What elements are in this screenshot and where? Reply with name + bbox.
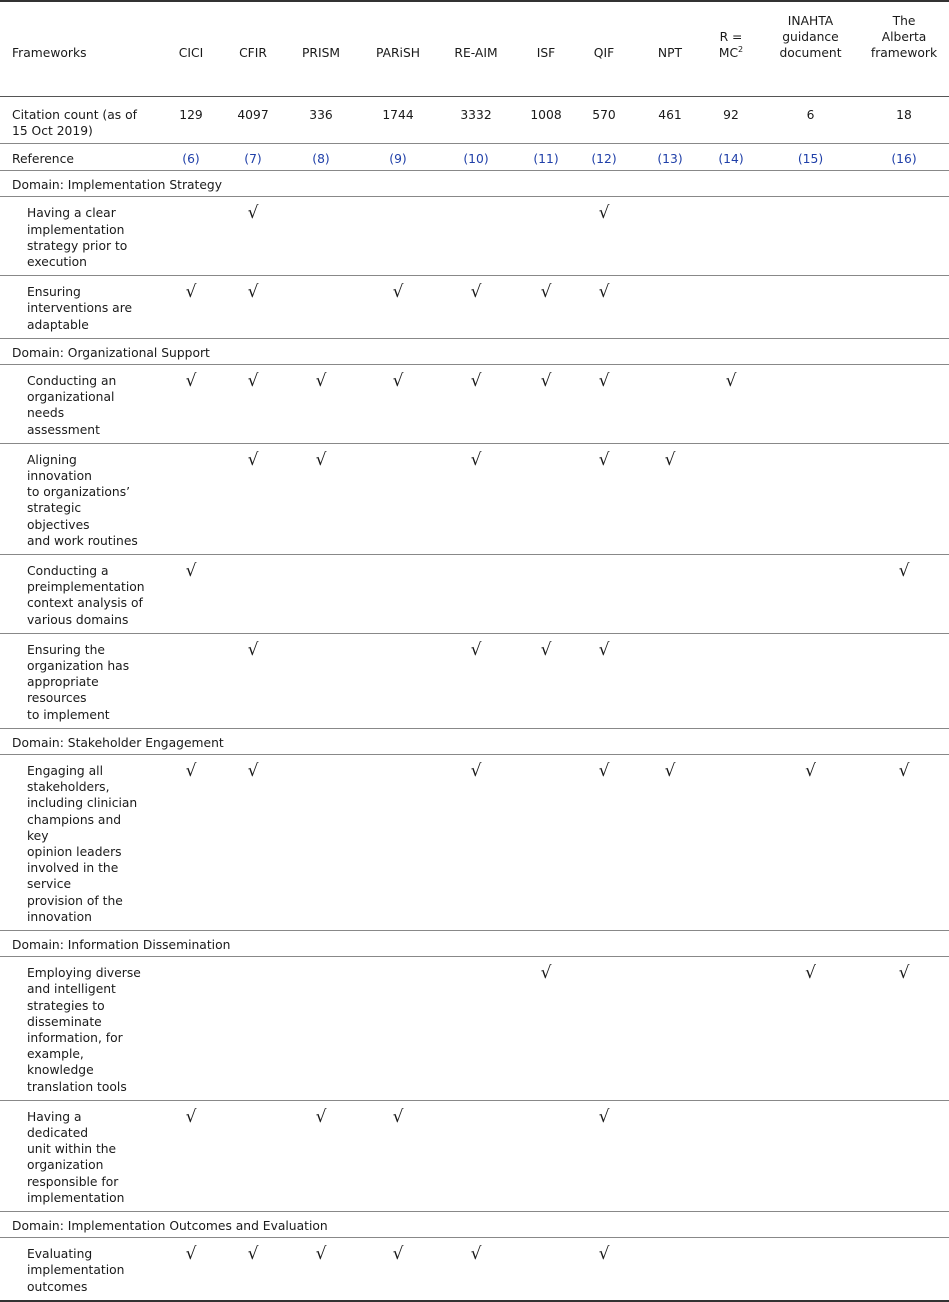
check-mark-icon: √ [247,761,259,781]
check-mark-icon: √ [247,370,259,391]
reference-link[interactable]: (12) [568,143,640,170]
citation-cell: 1008 [524,96,568,143]
check-mark-icon: √ [664,449,676,470]
check-mark-icon: √ [598,282,610,303]
check-mark-icon: √ [247,1244,259,1265]
reference-link[interactable]: (9) [368,143,428,170]
check-cell [274,957,368,1101]
check-cell [700,633,762,728]
check-mark-icon: √ [898,761,910,781]
domain-title: Domain: Organizational Support [0,338,949,364]
check-mark-icon: √ [598,449,610,470]
citation-row [0,96,949,143]
citation-cell: 3332 [428,96,524,143]
check-cell [568,1238,640,1301]
check-mark-icon: √ [540,639,552,660]
reference-link[interactable]: (6) [150,143,232,170]
check-cell [274,755,368,931]
check-cell [859,755,949,931]
check-cell [524,276,568,339]
check-cell [232,276,274,339]
check-mark-icon: √ [470,370,482,391]
check-cell [859,957,949,1101]
check-mark-icon: √ [598,1106,610,1127]
item-label: Ensuring the organization has appropriate resources to implement [0,633,150,728]
item-label: Ensuring interventions are adaptable [0,276,150,339]
check-mark-icon: √ [470,449,482,470]
check-mark-icon: √ [540,963,552,984]
item-row [0,633,949,728]
item-label: Engaging all stakeholders, including clinician champions and key opinion leaders involved in the service provision of the innovation [0,755,150,931]
check-cell [762,443,859,554]
reference-link[interactable]: (13) [640,143,700,170]
domain-title: Domain: Information Dissemination [0,931,949,957]
check-cell [368,1238,428,1301]
item-row [0,276,949,339]
check-cell [232,633,274,728]
check-mark-icon: √ [185,282,197,303]
item-label: Having a dedicated unit within the organization responsible for implementation [0,1100,150,1211]
check-mark-icon: √ [470,761,482,781]
citation-cell: 336 [274,96,368,143]
check-cell [568,554,640,633]
check-cell [150,197,232,276]
header-alberta: The Alberta framework [859,1,949,96]
check-cell [232,1100,274,1211]
check-mark-icon: √ [470,639,482,660]
check-mark-icon: √ [540,282,552,303]
check-cell [859,364,949,443]
check-cell [274,633,368,728]
check-cell [640,1238,700,1301]
check-cell [428,633,524,728]
citation-cell: 461 [640,96,700,143]
check-cell [274,554,368,633]
check-mark-icon: √ [392,370,404,391]
check-cell [368,957,428,1101]
check-cell [640,633,700,728]
item-label: Evaluating implementation outcomes [0,1238,150,1301]
check-mark-icon: √ [470,282,482,303]
item-row [0,554,949,633]
domain-row [0,728,949,754]
check-mark-icon: √ [315,370,327,391]
check-cell [568,633,640,728]
header-npt: NPT [640,1,700,96]
check-cell [524,755,568,931]
check-cell [428,1238,524,1301]
domain-title: Domain: Stakeholder Engagement [0,728,949,754]
check-cell [524,1100,568,1211]
check-cell [524,633,568,728]
check-mark-icon: √ [185,1106,197,1127]
check-cell [568,443,640,554]
check-cell [859,443,949,554]
reference-link[interactable]: (8) [274,143,368,170]
citation-cell: 6 [762,96,859,143]
citation-cell: 92 [700,96,762,143]
item-label: Employing diverse and intelligent strategies to disseminate information, for example, knowledge translation tools [0,957,150,1101]
check-cell [150,1238,232,1301]
reference-link[interactable]: (16) [859,143,949,170]
check-mark-icon: √ [598,639,610,660]
check-cell [640,364,700,443]
check-cell [762,633,859,728]
check-mark-icon: √ [540,370,552,391]
check-mark-icon: √ [247,203,259,224]
reference-link[interactable]: (7) [232,143,274,170]
check-cell [640,443,700,554]
check-mark-icon: √ [247,449,259,470]
reference-link[interactable]: (11) [524,143,568,170]
check-cell [368,554,428,633]
check-cell [368,276,428,339]
domain-row [0,171,949,197]
check-cell [274,1238,368,1301]
header-inahta: INAHTA guidance document [762,1,859,96]
check-mark-icon: √ [185,560,197,581]
header-isf: ISF [524,1,568,96]
check-cell [232,1238,274,1301]
check-mark-icon: √ [664,761,676,781]
check-cell [428,443,524,554]
check-cell [700,755,762,931]
item-label: Having a clear implementation strategy prior to execution [0,197,150,276]
check-cell [700,443,762,554]
check-cell [640,755,700,931]
check-cell [762,197,859,276]
check-cell [368,755,428,931]
header-re-aim: RE-AIM [428,1,524,96]
check-cell [368,633,428,728]
citation-cell: 129 [150,96,232,143]
check-cell [568,755,640,931]
check-cell [859,554,949,633]
check-cell [232,755,274,931]
check-mark-icon: √ [315,1106,327,1127]
citation-cell: 4097 [232,96,274,143]
check-cell [368,443,428,554]
check-cell [232,443,274,554]
reference-link[interactable]: (10) [428,143,524,170]
check-cell [428,276,524,339]
check-cell [274,197,368,276]
check-cell [524,443,568,554]
check-mark-icon: √ [598,761,610,781]
check-mark-icon: √ [805,963,816,984]
check-cell [568,957,640,1101]
check-cell [640,197,700,276]
check-cell [640,957,700,1101]
check-cell [232,364,274,443]
check-cell [524,554,568,633]
check-cell [762,554,859,633]
item-row [0,197,949,276]
check-cell [524,364,568,443]
check-cell [859,633,949,728]
item-row [0,957,949,1101]
item-row [0,1100,949,1211]
check-mark-icon: √ [725,370,737,391]
reference-label: Reference [0,143,150,170]
check-cell [274,364,368,443]
item-row [0,1238,949,1301]
check-mark-icon: √ [598,1244,610,1265]
header-cici: CICI [150,1,232,96]
check-mark-icon: √ [185,761,197,781]
item-row [0,443,949,554]
check-cell [428,1100,524,1211]
check-cell [232,197,274,276]
check-cell [150,554,232,633]
check-cell [232,957,274,1101]
citation-label: Citation count (as of 15 Oct 2019) [0,96,150,143]
check-mark-icon: √ [470,1244,482,1265]
check-cell [524,197,568,276]
item-label: Conducting a preimplementation context analysis of various domains [0,554,150,633]
reference-link[interactable]: (15) [762,143,859,170]
check-cell [762,755,859,931]
check-mark-icon: √ [898,560,910,581]
check-cell [859,1100,949,1211]
check-cell [428,364,524,443]
citation-cell: 18 [859,96,949,143]
check-cell [568,364,640,443]
check-cell [859,276,949,339]
check-mark-icon: √ [247,639,259,660]
check-cell [700,1238,762,1301]
check-mark-icon: √ [392,1106,404,1127]
item-row [0,364,949,443]
check-cell [762,1238,859,1301]
check-cell [428,554,524,633]
check-mark-icon: √ [247,282,259,303]
check-mark-icon: √ [598,203,610,224]
header-rmc2: R = $MC^2$ [700,1,762,96]
check-cell [150,755,232,931]
check-cell [568,1100,640,1211]
check-cell [428,755,524,931]
check-mark-icon: √ [598,370,610,391]
check-cell [368,1100,428,1211]
check-cell [428,197,524,276]
check-cell [150,957,232,1101]
header-frameworks: Frameworks [0,1,150,96]
check-cell [700,957,762,1101]
citation-cell: 1744 [368,96,428,143]
check-mark-icon: √ [315,449,327,470]
header-cfir: CFIR [232,1,274,96]
check-cell [640,554,700,633]
header-qif: QIF [568,1,640,96]
check-mark-icon: √ [185,1244,197,1265]
check-cell [150,276,232,339]
check-mark-icon: √ [898,963,910,984]
check-cell [274,1100,368,1211]
check-mark-icon: √ [392,282,404,303]
check-cell [700,554,762,633]
check-cell [368,364,428,443]
check-mark-icon: √ [185,370,197,391]
check-cell [700,276,762,339]
domain-row [0,1212,949,1238]
item-label: Conducting an organizational needs assessment [0,364,150,443]
check-cell [368,197,428,276]
check-cell [762,364,859,443]
item-label: Aligning innovation to organizations’ strategic objectives and work routines [0,443,150,554]
reference-row [0,143,949,170]
check-cell [859,1238,949,1301]
header-prism: PRISM [274,1,368,96]
domain-row [0,338,949,364]
check-cell [700,197,762,276]
domain-title: Domain: Implementation Strategy [0,171,949,197]
check-cell [150,1100,232,1211]
check-cell [568,197,640,276]
check-cell [762,276,859,339]
check-cell [274,276,368,339]
check-cell [762,1100,859,1211]
check-cell [428,957,524,1101]
item-row [0,755,949,931]
domain-title: Domain: Implementation Outcomes and Evaluation [0,1212,949,1238]
check-mark-icon: √ [315,1244,327,1265]
check-cell [274,443,368,554]
check-mark-icon: √ [392,1244,404,1265]
check-cell [762,957,859,1101]
check-cell [568,276,640,339]
check-cell [524,1238,568,1301]
check-cell [640,276,700,339]
header-parish: PARiSH [368,1,428,96]
check-cell [700,364,762,443]
check-cell [640,1100,700,1211]
reference-link[interactable]: (14) [700,143,762,170]
check-cell [232,554,274,633]
citation-cell: 570 [568,96,640,143]
check-cell [150,633,232,728]
check-cell [859,197,949,276]
check-cell [150,364,232,443]
check-cell [150,443,232,554]
check-cell [524,957,568,1101]
domain-row [0,931,949,957]
check-mark-icon: √ [805,761,816,781]
check-cell [700,1100,762,1211]
header-row [0,1,949,96]
